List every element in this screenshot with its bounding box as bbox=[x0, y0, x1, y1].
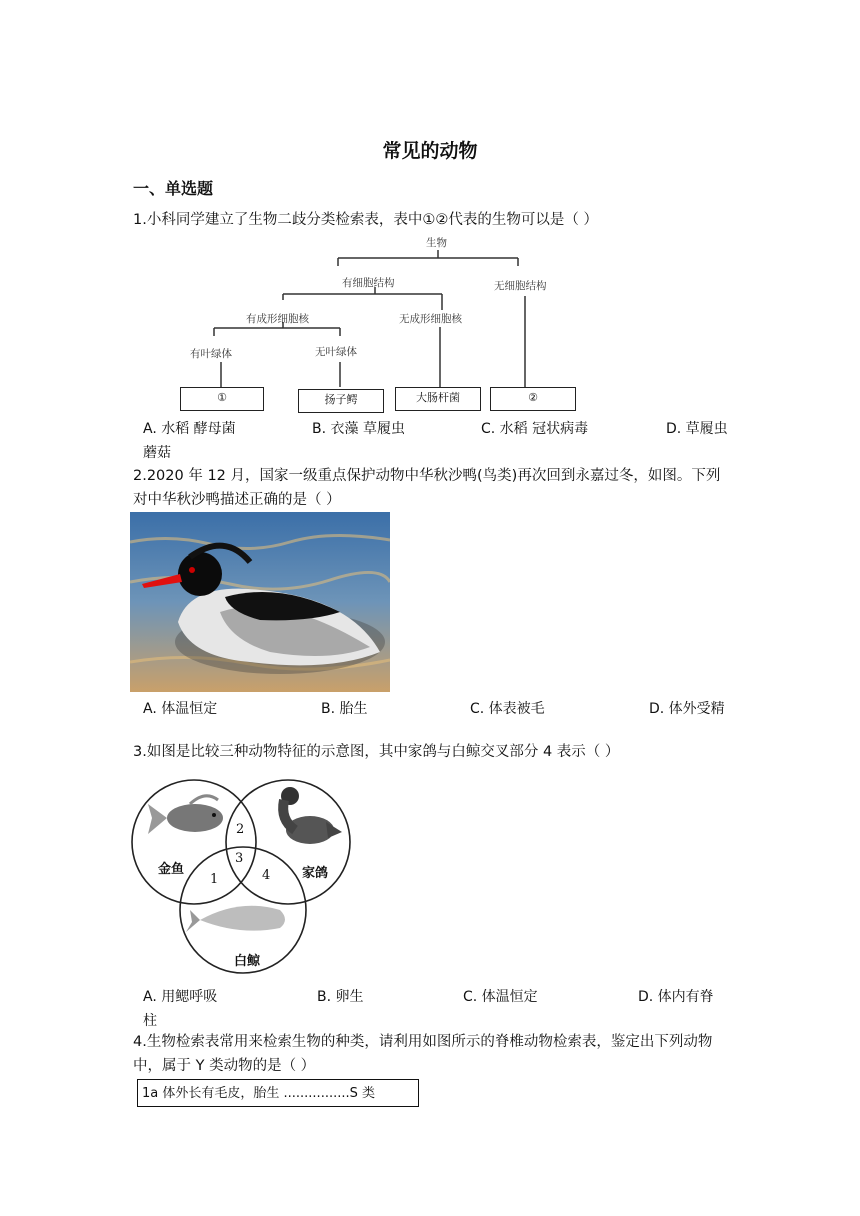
tree-no-cell-structure-label: 无细胞结构 bbox=[494, 280, 547, 292]
q1-option-b[interactable]: B. 衣藻 草履虫 bbox=[312, 421, 405, 437]
venn-label-goldfish: 金鱼 bbox=[158, 862, 185, 877]
pigeon-drawing bbox=[281, 787, 342, 844]
tree-root-label: 生物 bbox=[426, 237, 447, 249]
tree-cell-structure-label: 有细胞结构 bbox=[342, 277, 395, 289]
merganser-photo bbox=[130, 512, 390, 692]
q3-option-d[interactable]: D. 体内有脊 bbox=[638, 989, 714, 1005]
tree-no-nucleus-label: 无成形细胞核 bbox=[399, 313, 462, 325]
venn-number-1: 1 bbox=[210, 872, 219, 887]
tree-leaf-2: ② bbox=[490, 387, 576, 411]
question-3-text: 3.如图是比较三种动物特征的示意图，其中家鸽与白鲸交叉部分 4 表示（ ） bbox=[133, 744, 620, 760]
beluga-drawing bbox=[186, 906, 285, 932]
merganser-illustration bbox=[130, 512, 390, 692]
q1-option-a[interactable]: A. 水稻 酵母菌 bbox=[143, 421, 236, 437]
question-2-line-1: 2.2020 年 12 月，国家一级重点保护动物中华秋沙鸭(鸟类)再次回到永嘉过冬，如图。下列 bbox=[133, 468, 721, 484]
tree-leaf-ecoli: 大肠杆菌 bbox=[395, 387, 481, 411]
key-row-1a: 1a 体外长有毛皮，胎生 ................S 类 bbox=[142, 1086, 376, 1101]
goldfish-drawing bbox=[148, 796, 223, 834]
venn-label-pigeon: 家鸽 bbox=[302, 866, 329, 881]
q1-option-c[interactable]: C. 水稻 冠状病毒 bbox=[481, 421, 589, 437]
q2-option-d[interactable]: D. 体外受精 bbox=[649, 701, 725, 717]
classification-tree bbox=[170, 232, 590, 417]
tree-leaf-1: ① bbox=[180, 387, 264, 411]
question-4-line-2: 中，属于 Y 类动物的是（ ） bbox=[133, 1058, 316, 1074]
question-1-text: 1.小科同学建立了生物二歧分类检索表，表中①②代表的生物可以是（ ） bbox=[133, 212, 598, 228]
venn-number-2: 2 bbox=[236, 822, 245, 837]
venn-label-beluga: 白鲸 bbox=[234, 954, 261, 969]
question-4-line-1: 4.生物检索表常用来检索生物的种类，请利用如图所示的脊椎动物检索表，鉴定出下列动物 bbox=[133, 1034, 713, 1050]
venn-diagram bbox=[130, 770, 360, 980]
page-title: 常见的动物 bbox=[382, 140, 478, 162]
section-heading: 一、单选题 bbox=[133, 179, 214, 198]
tree-no-chloroplast-label: 无叶绿体 bbox=[315, 346, 357, 358]
question-2-line-2: 对中华秋沙鸭描述正确的是（ ） bbox=[133, 492, 341, 508]
q2-option-a[interactable]: A. 体温恒定 bbox=[143, 701, 218, 717]
q3-option-a[interactable]: A. 用鳃呼吸 bbox=[143, 989, 218, 1005]
venn-number-3: 3 bbox=[235, 851, 244, 866]
q3-option-c[interactable]: C. 体温恒定 bbox=[463, 989, 538, 1005]
tree-chloroplast-label: 有叶绿体 bbox=[190, 348, 232, 360]
q1-option-d-wrap: 蘑菇 bbox=[143, 445, 171, 461]
tree-leaf-alligator: 扬子鳄 bbox=[298, 389, 384, 413]
q2-option-c[interactable]: C. 体表被毛 bbox=[470, 701, 545, 717]
q2-option-b[interactable]: B. 胎生 bbox=[321, 701, 368, 717]
vertebrate-key-table bbox=[137, 1079, 419, 1107]
tree-nucleus-label: 有成形细胞核 bbox=[246, 313, 309, 325]
venn-number-4: 4 bbox=[262, 868, 271, 883]
q3-option-d-wrap: 柱 bbox=[143, 1013, 157, 1029]
q1-option-d[interactable]: D. 草履虫 bbox=[666, 421, 728, 437]
q3-option-b[interactable]: B. 卵生 bbox=[317, 989, 364, 1005]
